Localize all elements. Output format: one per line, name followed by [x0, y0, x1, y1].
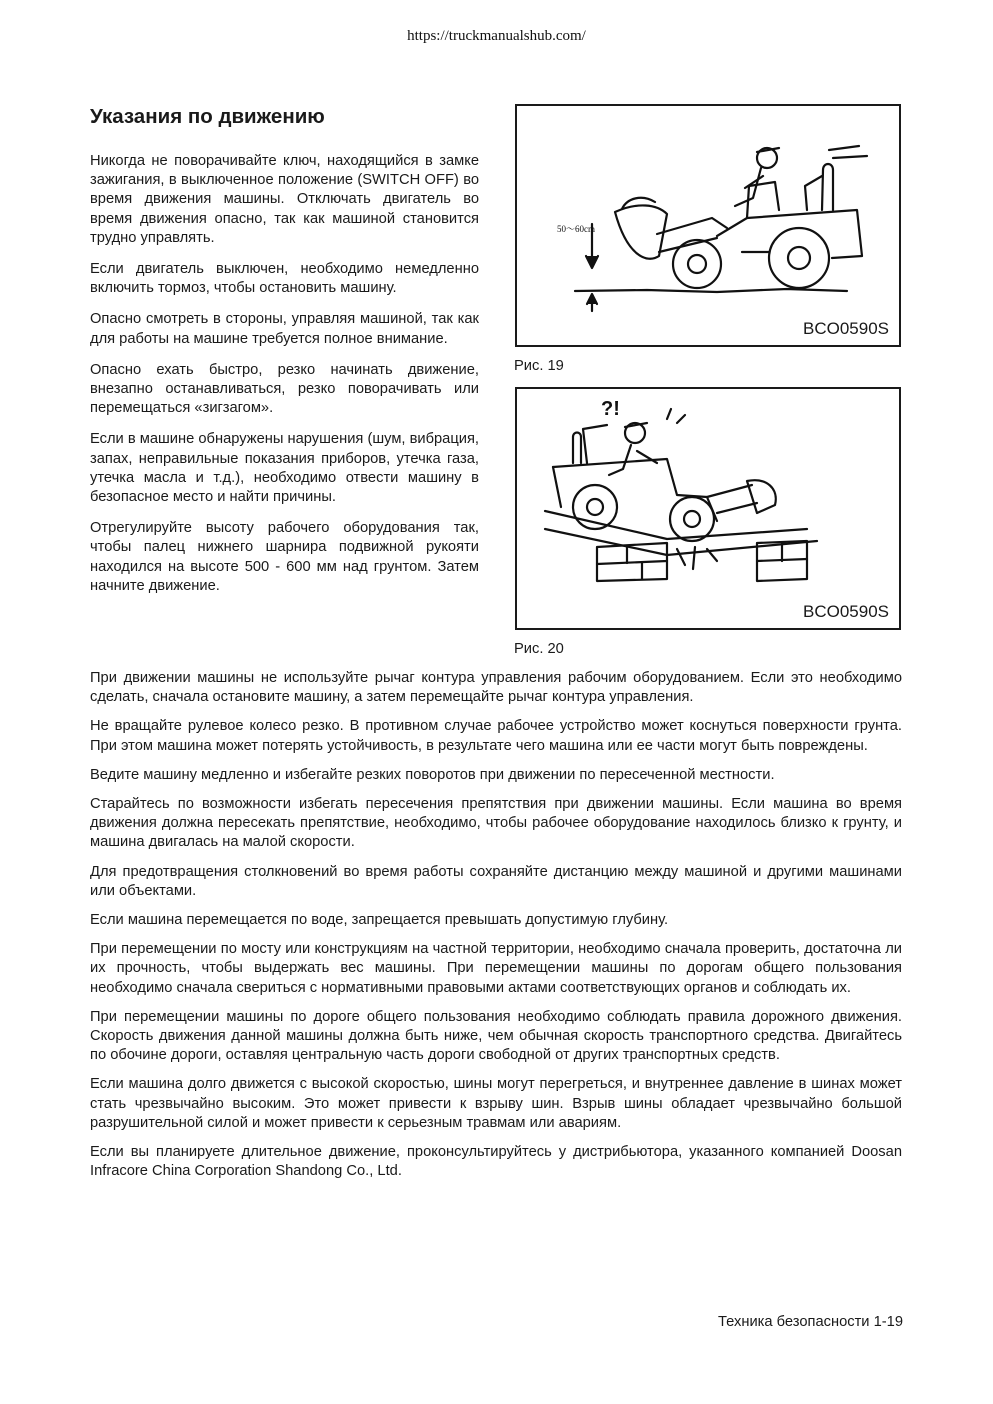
paragraph: При перемещении машины по дороге общего пользования необходимо соблюдать правила дорожного движения. Скорость движения данной машины должна быть ниже, чем обычная скорость транспортного средства. Двигайтесь по обочине дороги, оставляя центральную часть дороги свободной от других транспортных средств.	[90, 1008, 902, 1064]
figure-code: BCO0590S	[803, 319, 889, 338]
paragraph: Опасно ехать быстро, резко начинать движение, внезапно останавливаться, резко поворачивать или перемещаться «зигзагом».	[90, 361, 479, 417]
figure-20	[515, 387, 901, 630]
left-column	[90, 104, 479, 608]
paragraph: Ведите машину медленно и избегайте резких поворотов при движении по пересеченной местности.	[90, 766, 775, 783]
full-width-text	[90, 669, 902, 1191]
section-title: Указания по движению	[90, 105, 325, 128]
page-footer: Техника безопасности 1-19	[718, 1314, 903, 1330]
exclaim-mark: ?!	[601, 398, 620, 420]
wheel-loader-obstacle-illustration	[517, 389, 899, 628]
paragraph: Для предотвращения столкновений во время работы сохраняйте дистанцию между машиной и другими машинами или объектами.	[90, 863, 902, 899]
paragraph: Не вращайте рулевое колесо резко. В противном случае рабочее устройство может коснуться поверхности грунта. При этом машина может потерять устойчивость, в результате чего машина или ее части могут быть повреждены.	[90, 718, 902, 754]
paragraph: Если машина долго движется с высокой скоростью, шины могут перегреться, и внутреннее давление в шинах может стать чрезвычайно высоким. Это может привести к взрыву шин. Взрыв шины обладает чрезвычайно большой разрушительной силой и может привести к серьезным травмам или авариям.	[90, 1076, 902, 1131]
paragraph: Если вы планируете длительное движение, проконсультируйтесь у дистрибьютора, указанного компанией Doosan Infracore China Corporation Shandong Co., Ltd.	[90, 1144, 902, 1180]
paragraph: Если в машине обнаружены нарушения (шум, вибрация, запах, неправильные показания приборов, утечка газа, утечка масла и т.д.), необходимо отвести машину в безопасное место и найти причины.	[90, 431, 479, 506]
figure-caption: Рис. 19	[514, 358, 564, 374]
figure-code: BCO0590S	[803, 602, 889, 621]
header-url: https://truckmanualshub.com/	[407, 28, 586, 44]
paragraph: При движении машины не используйте рычаг контура управления рабочим оборудованием. Если это необходимо сделать, сначала остановите машину, а затем перемещайте рычаг контура управления.	[90, 670, 902, 706]
paragraph: Отрегулируйте высоту рабочего оборудования так, чтобы палец нижнего шарнира подвижной рукояти находился на высоте 500 - 600 мм над грунтом. Затем начните движение.	[90, 520, 479, 594]
paragraph: При перемещении по мосту или конструкциям на частной территории, необходимо сначала проверить, достаточна ли их прочность, чтобы выдержать вес машины. При перемещении машины по дорогам общего пользования необходимо сначала свериться с нормативными правовыми актами соответствующих органов и соблюдать их.	[90, 941, 902, 996]
dimension-label: 50～60cm	[557, 224, 595, 234]
paragraph: Если двигатель выключен, необходимо немедленно включить тормоз, чтобы остановить машину.	[90, 261, 479, 297]
paragraph: Старайтесь по возможности избегать пересечения препятствия при движении машины. Если машина во время движения должна пересекать препятствие, необходимо, чтобы рабочее оборудование находилось близко к грунту, и машина двигалась на малой скорости.	[90, 796, 902, 851]
paragraph: Никогда не поворачивайте ключ, находящийся в замке зажигания, в выключенное положение (SWITCH OFF) во время движения машины. Отключать двигатель во время движения опасно, так как машиной становится трудно управлять.	[90, 153, 479, 246]
wheel-loader-travel-illustration	[517, 106, 899, 345]
paragraph: Если машина перемещается по воде, запрещается превышать допустимую глубину.	[90, 912, 669, 929]
figure-caption: Рис. 20	[514, 641, 564, 657]
paragraph: Опасно смотреть в стороны, управляя машиной, так как для работы на машине требуется полное внимание.	[90, 311, 479, 347]
figure-19	[515, 104, 901, 347]
